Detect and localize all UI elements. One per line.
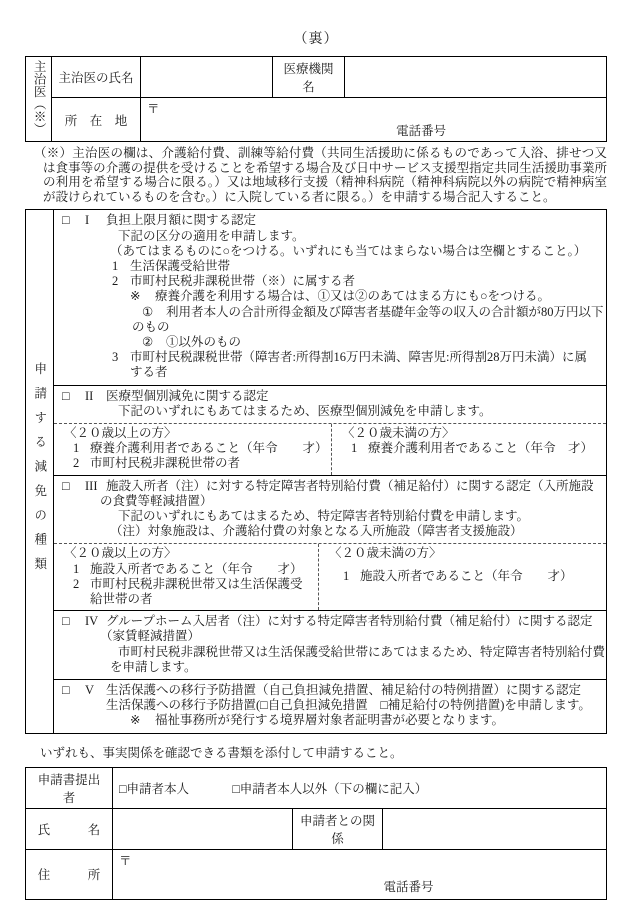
circled-number: ② bbox=[142, 335, 154, 349]
column-header: 〈２０歳以上の方〉 bbox=[64, 546, 177, 561]
doctor-side-cell bbox=[26, 57, 52, 142]
section-4 bbox=[54, 610, 606, 679]
doctor-note: （※）主治医の欄は、介護給付費、訓練等給付費（共同生活援助に係るものであって入浴、排せつ又は食事等の介護の提供を受けることを希望する場合及び日中サービス支援型指定共同生活援助事業所の利用を希望する場合に限る。）又は地域移行支援（精神科病院（精神科病院以外の病院で精神病室が設けられているものを含む。）に入院している者に限る。）を申請する場合記入すること。 bbox=[34, 146, 607, 204]
doctor-address-label: 所 在 地 bbox=[52, 98, 141, 142]
submitter-row bbox=[26, 767, 607, 808]
section-3-minor-column bbox=[319, 544, 606, 610]
postal-mark: 〒 bbox=[119, 853, 132, 868]
note-text: 福祉事務所が発行する境界層対象者証明書が必要となります。 bbox=[155, 713, 505, 728]
section-4-body-continuation: を申請します。 bbox=[110, 659, 197, 674]
list-item bbox=[64, 441, 327, 456]
reduction-side-cell bbox=[26, 210, 54, 732]
item-text: 生活保護受給世帯 bbox=[130, 258, 231, 273]
doctor-row-address bbox=[26, 98, 607, 142]
checkbox-section-4[interactable]: □ bbox=[62, 614, 70, 629]
item-text: 施設入所者であること（年令 才） bbox=[90, 561, 303, 576]
list-item bbox=[62, 350, 602, 380]
section-4-title-continuation: （家賃軽減措置） bbox=[100, 629, 201, 644]
list-item-circled bbox=[62, 305, 602, 320]
item-text-continuation: のもの bbox=[132, 319, 170, 334]
item-text: ①以外のもの bbox=[166, 335, 242, 349]
section-2-numeral: II bbox=[85, 388, 94, 403]
checkbox-section-2[interactable]: □ bbox=[62, 388, 70, 403]
item-text: 市町村民税非課税世帯（※）に属する者 bbox=[130, 274, 356, 289]
section-3-note: （注）対象施設は、介護給付費の対象となる入所施設（障害者支援施設） bbox=[110, 524, 523, 539]
section-2-minor-column bbox=[332, 424, 606, 475]
section-3-body: 下記のいずれにもあてはまるため、特定障害者特別給付費を申請します。 bbox=[118, 509, 530, 524]
doctor-side-label: 主治医（※） bbox=[32, 59, 47, 135]
item-number: 1 bbox=[73, 441, 80, 456]
column-header: 〈２０歳未満の方〉 bbox=[342, 426, 455, 441]
column-header: 〈２０歳以上の方〉 bbox=[64, 426, 177, 441]
item-text: 療養介護利用者であること（年令 才） bbox=[368, 441, 594, 456]
medical-org-field[interactable] bbox=[345, 57, 607, 98]
list-item bbox=[329, 569, 602, 584]
list-item bbox=[62, 274, 602, 289]
postal-mark: 〒 bbox=[147, 102, 160, 116]
section-2-title: 医療型個別減免に関する認定 bbox=[106, 388, 269, 403]
item-number: 1 bbox=[73, 561, 80, 576]
submitter-label: 申請書提出者 bbox=[26, 767, 113, 808]
section-1-instruction: （あてはまるものに○をつける。いずれにも当てはまらない場合は空欄とすること。） bbox=[110, 243, 587, 258]
item-text: 施設入所者であること（年令 才） bbox=[360, 568, 573, 583]
reduction-side-label: 申請する減免の種類 bbox=[32, 361, 47, 582]
submitter-address-row bbox=[26, 849, 607, 899]
note-text: 療養介護を利用する場合は、①又は②のあてはまる方にも○をつける。 bbox=[155, 289, 551, 304]
section-1-body: 下記の区分の適用を申請します。 bbox=[118, 228, 305, 243]
section-5-title: 生活保護への移行予防措置（自己負担減免措置、補足給付の特例措置）に関する認定 bbox=[106, 683, 582, 698]
note-marker: ※ bbox=[130, 713, 141, 728]
section-3-numeral: III bbox=[85, 478, 98, 493]
item-number: 2 bbox=[73, 456, 80, 471]
item-text: 利用者本人の合計所得金額及び障害者基礎年金等の収入の合計額が80万円以下 bbox=[166, 304, 604, 319]
section-4-title: グループホーム入居者（注）に対する特定障害者特別給付費（補足給付）に関する認定 bbox=[106, 614, 593, 629]
doctor-row-name bbox=[26, 57, 607, 98]
doctor-address-field[interactable] bbox=[141, 98, 607, 142]
circled-number: ① bbox=[142, 304, 154, 319]
item-number: 3 bbox=[112, 350, 119, 365]
item-number: 1 bbox=[343, 568, 350, 583]
submitter-address-label: 住 所 bbox=[26, 849, 113, 899]
list-item bbox=[62, 259, 602, 274]
section-3-title: 施設入所者（注）に対する特定障害者特別給付費（補足給付）に関する認定（入所施設 bbox=[106, 478, 594, 493]
doctor-table bbox=[25, 56, 607, 142]
checkbox-applicant-other[interactable]: □申請者本人以外（下の欄に記入） bbox=[232, 781, 428, 796]
reduction-table bbox=[25, 209, 607, 733]
section-2-adult-column bbox=[54, 424, 332, 475]
section-5-body: 生活保護への移行予防措置(□自己負担減免措置 □補足給付の特例措置)を申請します。 bbox=[106, 698, 591, 713]
list-item bbox=[64, 456, 327, 471]
item-text-continuation: する者 bbox=[130, 365, 168, 380]
list-item bbox=[342, 441, 602, 456]
checkbox-section-1[interactable]: □ bbox=[62, 213, 70, 228]
checkbox-section-3[interactable]: □ bbox=[62, 478, 70, 493]
doctor-phone-label: 電話番号 bbox=[396, 124, 447, 138]
item-number: 2 bbox=[112, 274, 119, 289]
medical-org-label: 医療機関名 bbox=[273, 57, 345, 98]
section-4-numeral: IV bbox=[85, 614, 99, 629]
doctor-name-label: 主治医の氏名 bbox=[52, 57, 141, 98]
submitter-phone-label: 電話番号 bbox=[383, 879, 434, 894]
list-item bbox=[64, 577, 314, 607]
section-4-body: 市町村民税非課税世帯又は生活保護受給世帯にあてはまるため、特定障害者特別給付費 bbox=[118, 644, 606, 659]
list-item-circled bbox=[62, 335, 602, 350]
section-5-subnote bbox=[62, 713, 602, 728]
checkbox-section-5[interactable]: □ bbox=[62, 683, 70, 698]
item-number: 1 bbox=[112, 258, 119, 273]
item-text: 市町村民税非課税世帯又は生活保護受給世帯の者 bbox=[90, 576, 303, 607]
section-5 bbox=[54, 679, 606, 733]
attach-note: いずれも、事実関係を確認できる書類を添付して申請すること。 bbox=[40, 745, 403, 760]
section-3-title-continuation: の食費等軽減措置） bbox=[100, 493, 213, 508]
submitter-name-row bbox=[26, 808, 607, 849]
item-text: 市町村民税非課税世帯の者 bbox=[90, 456, 241, 471]
doctor-name-field[interactable] bbox=[141, 57, 273, 98]
submitter-name-label: 氏 名 bbox=[26, 808, 113, 849]
item-text: 療養介護利用者であること（年令 才） bbox=[90, 441, 328, 456]
relation-label: 申請者との関係 bbox=[293, 808, 383, 849]
submitter-name-field[interactable] bbox=[113, 808, 293, 849]
item-number: 2 bbox=[73, 576, 80, 591]
list-item bbox=[64, 562, 314, 577]
section-2 bbox=[54, 385, 606, 475]
section-1-subnote bbox=[62, 289, 602, 304]
submitter-options-cell bbox=[113, 767, 607, 808]
column-header: 〈２０歳未満の方〉 bbox=[329, 546, 442, 561]
section-1-numeral: I bbox=[85, 213, 90, 228]
relation-field[interactable] bbox=[383, 808, 607, 849]
note-marker: ※ bbox=[130, 289, 141, 304]
section-1 bbox=[54, 210, 606, 384]
section-5-numeral: V bbox=[85, 683, 95, 698]
section-2-body: 下記のいずれにもあてはまるため、医療型個別減免を申請します。 bbox=[118, 403, 492, 418]
section-1-title: 負担上限月額に関する認定 bbox=[106, 213, 257, 228]
section-3-adult-column bbox=[54, 544, 319, 610]
submitter-table bbox=[25, 767, 607, 900]
section-3 bbox=[54, 475, 606, 611]
item-number: 1 bbox=[351, 441, 358, 456]
checkbox-applicant-self[interactable]: □申請者本人 bbox=[119, 781, 190, 796]
item-text: 市町村民税課税世帯（障害者:所得割16万円未満、障害児:所得割28万円未満）に属 bbox=[130, 350, 587, 365]
submitter-address-field[interactable] bbox=[113, 849, 607, 899]
page-title: （裏） bbox=[293, 32, 339, 47]
